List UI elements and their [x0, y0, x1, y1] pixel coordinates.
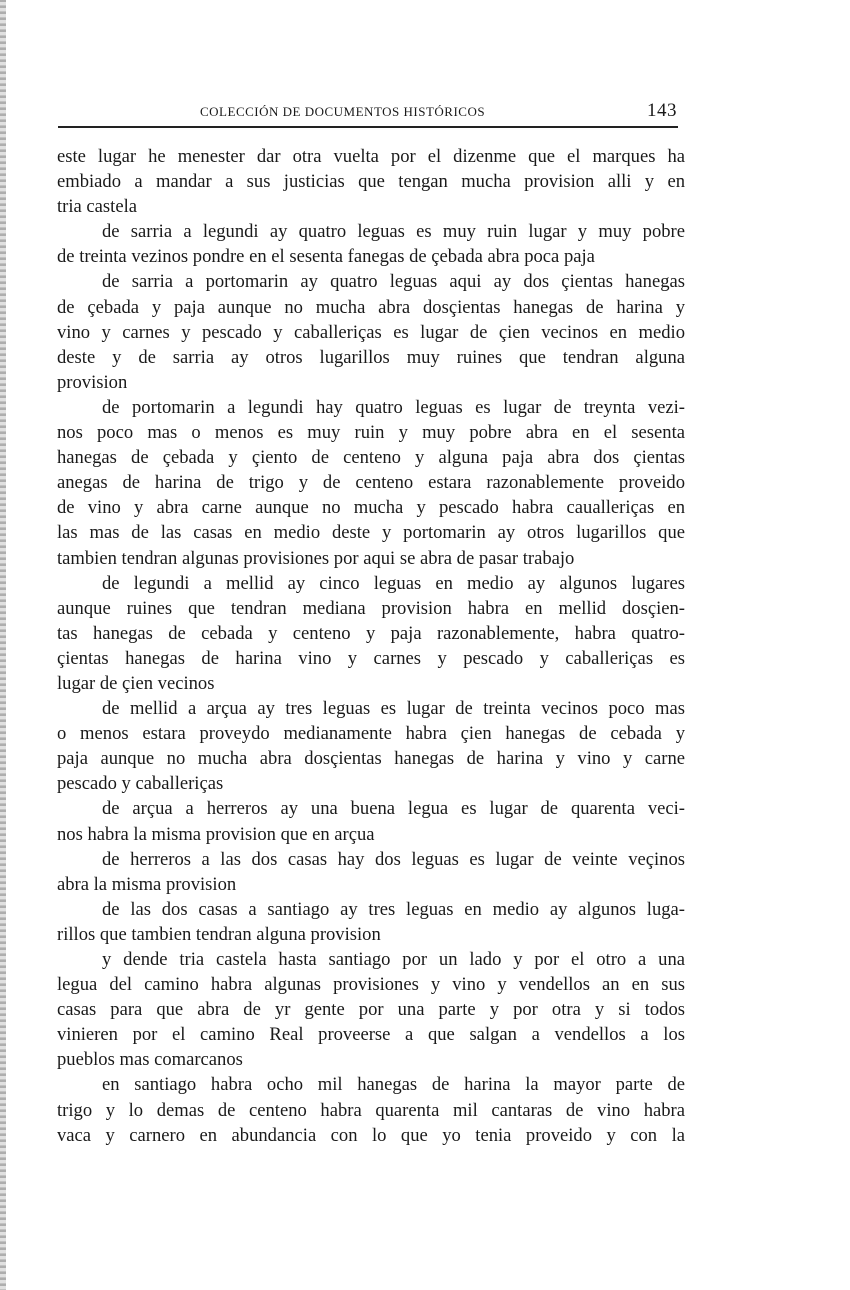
text-line: en santiago habra ocho mil hanegas de harina la mayor parte de [102, 1074, 685, 1096]
header-rule [58, 126, 678, 128]
text-line: pueblos mas comarcanos [57, 1049, 243, 1071]
text-line: vaca y carnero en abundancia con lo que yo tenia proveido y con la [57, 1124, 685, 1146]
text-line: tambien tendran algunas provisiones por aqui se abra de pasar trabajo [57, 547, 575, 569]
text-line: este lugar he menester dar otra vuelta por el dizenme que el marques ha [57, 146, 685, 167]
text-line: de arçua a herreros ay una buena legua es lugar de quarenta veci- [102, 798, 685, 820]
paragraph [57, 796, 685, 846]
paragraph [57, 269, 685, 394]
text-line: de mellid a arçua ay tres leguas es lugar de treinta vecinos poco mas [102, 698, 685, 720]
text-line: casas para que abra de yr gente por una parte y por otra y si todos [57, 999, 685, 1021]
text-line: de portomarin a legundi hay quatro leguas es lugar de treynta vezi- [102, 396, 685, 418]
text-line: de treinta vezinos pondre en el sesenta fanegas de çebada abra poca paja [57, 246, 595, 268]
text-line: las mas de las casas en medio deste y portomarin ay otros lugarillos que [57, 522, 685, 544]
paragraph [57, 897, 685, 947]
text-line: de sarria a legundi ay quatro leguas es muy ruin lugar y muy pobre [102, 221, 685, 243]
text-line: vino y carnes y pescado y caballeriças es lugar de çien vecinos en medio [57, 321, 685, 343]
paragraph [57, 395, 685, 571]
page-number: 143 [647, 100, 677, 121]
paragraph [57, 947, 685, 1072]
text-line: o menos estara proveydo medianamente habra çien hanegas de cebada y [57, 723, 685, 745]
paragraph [57, 847, 685, 897]
page-body [57, 144, 685, 1148]
paragraph [57, 1072, 685, 1147]
running-header [60, 100, 685, 124]
text-line: abra la misma provision [57, 873, 237, 895]
text-line: tas hanegas de cebada y centeno y paja razonablemente, habra quatro- [57, 622, 685, 644]
scan-edge [0, 0, 6, 1290]
text-line: paja aunque no mucha abra dosçientas hanegas de harina y vino y carne [57, 748, 685, 770]
text-line: çientas hanegas de harina vino y carnes y pescado y caballeriças es [57, 647, 685, 669]
text-line: nos poco mas o menos es muy ruin y muy pobre abra en el sesenta [57, 422, 685, 444]
paragraph [57, 571, 685, 696]
paragraph [57, 219, 685, 269]
text-line: trigo y lo demas de centeno habra quarenta mil cantaras de vino habra [57, 1099, 685, 1121]
text-line: de herreros a las dos casas hay dos leguas es lugar de veinte veçinos [102, 848, 685, 870]
text-line: lugar de çien vecinos [57, 672, 215, 694]
text-line: vinieren por el camino Real proveerse a que salgan a vendellos a los [57, 1024, 685, 1046]
text-line: de sarria a portomarin ay quatro leguas aqui ay dos çientas hanegas [102, 271, 685, 293]
text-line: pescado y caballeriças [57, 773, 224, 795]
header-title: COLECCIÓN DE DOCUMENTOS HISTÓRICOS [200, 104, 486, 119]
text-line: embiado a mandar a sus justicias que tengan mucha provision alli y en [57, 171, 685, 193]
text-line: legua del camino habra algunas provisiones y vino y vendellos an en sus [57, 974, 685, 996]
text-line: provision [57, 371, 128, 393]
paragraph [57, 144, 685, 219]
text-line: aunque ruines que tendran mediana provision habra en mellid dosçien- [57, 597, 685, 619]
text-line: hanegas de çebada y çiento de centeno y alguna paja abra dos çientas [57, 447, 685, 469]
paragraph [57, 696, 685, 796]
text-line: de las dos casas a santiago ay tres leguas en medio ay algunos luga- [102, 898, 685, 920]
text-line: y dende tria castela hasta santiago por un lado y por el otro a una [102, 949, 685, 970]
text-line: de legundi a mellid ay cinco leguas en medio ay algunos lugares [102, 572, 685, 594]
text-line: anegas de harina de trigo y de centeno estara razonablemente proveido [57, 472, 685, 494]
text-line: rillos que tambien tendran alguna provision [57, 923, 381, 945]
text-line: de vino y abra carne aunque no mucha y pescado habra caualleriças en [57, 497, 685, 519]
text-line: tria castela [57, 196, 138, 218]
text-line: nos habra la misma provision que en arçua [57, 823, 375, 845]
text-line: deste y de sarria ay otros lugarillos muy ruines que tendran alguna [57, 346, 685, 368]
text-line: de çebada y paja aunque no mucha abra dosçientas hanegas de harina y [57, 296, 685, 318]
